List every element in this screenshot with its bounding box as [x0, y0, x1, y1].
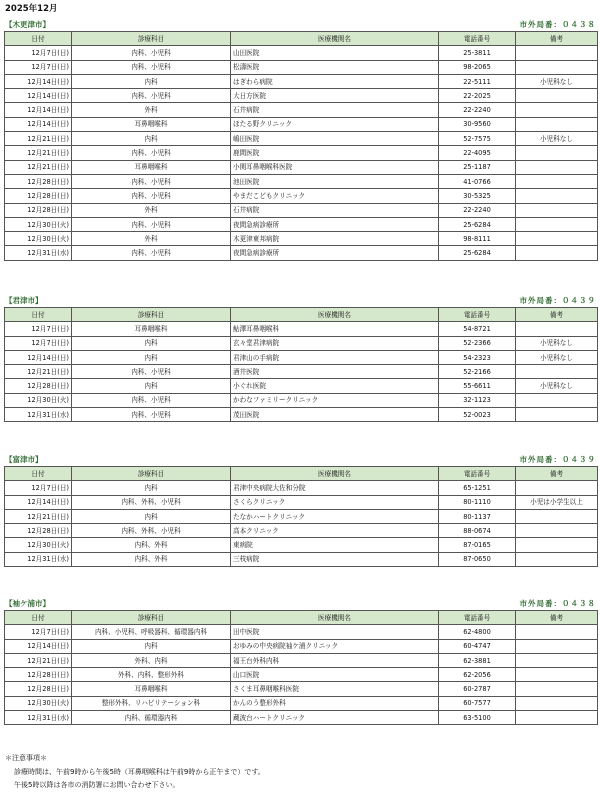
column-header: 医療機関名 — [231, 32, 439, 46]
column-header: 診療科目 — [72, 32, 231, 46]
table-cell: 60-2787 — [439, 682, 516, 696]
table-cell: 88-0674 — [439, 524, 516, 538]
table-cell — [516, 408, 598, 422]
column-header: 備考 — [516, 611, 598, 625]
table-cell: 22-2025 — [439, 89, 516, 103]
column-header: 電話番号 — [439, 32, 516, 46]
table-cell: 25-1187 — [439, 160, 516, 174]
table-cell: 小児科なし — [516, 132, 598, 146]
table-cell: 内科、小児科 — [72, 365, 231, 379]
table-cell: 12月28日(日) — [5, 174, 72, 188]
table-row — [5, 232, 598, 246]
table-cell: 内科 — [72, 481, 231, 495]
table-cell: 小児科なし — [516, 74, 598, 88]
table-cell — [516, 160, 598, 174]
table-cell — [516, 117, 598, 131]
table-cell — [516, 217, 598, 231]
table-cell: 25-3811 — [439, 46, 516, 60]
table-row — [5, 538, 598, 552]
table-cell — [516, 552, 598, 566]
table-cell — [516, 481, 598, 495]
table-cell: やまだこどもクリニック — [231, 189, 439, 203]
table-cell: 内科 — [72, 74, 231, 88]
table-cell: 内科、小児科 — [72, 46, 231, 60]
table-cell: 12月21日(日) — [5, 509, 72, 523]
table-row — [5, 117, 598, 131]
column-header: 診療科目 — [72, 308, 231, 322]
table-cell: 12月7日(日) — [5, 60, 72, 74]
table-cell: 41-0766 — [439, 174, 516, 188]
table-cell — [516, 203, 598, 217]
table-cell: 福王台外科内科 — [231, 653, 439, 667]
table-row — [5, 246, 598, 260]
table-cell: 12月14日(日) — [5, 117, 72, 131]
table-cell: 内科、外科、小児科 — [72, 524, 231, 538]
table-cell — [516, 393, 598, 407]
table-cell: 60-7577 — [439, 696, 516, 710]
column-header: 日付 — [5, 308, 72, 322]
column-header: 備考 — [516, 32, 598, 46]
table-cell: 12月31日(水) — [5, 246, 72, 260]
column-header: 診療科目 — [72, 611, 231, 625]
table-cell: 耳鼻咽喉科 — [72, 160, 231, 174]
area-code: 市外局番：０４３９ — [519, 455, 596, 464]
table-cell: 内科、小児科 — [72, 89, 231, 103]
table-cell: 内科、循環器内科 — [72, 711, 231, 725]
table-cell — [516, 668, 598, 682]
table-cell: 池田医院 — [231, 174, 439, 188]
table-cell: さくらクリニック — [231, 495, 439, 509]
table-cell: 内科 — [72, 509, 231, 523]
column-header: 電話番号 — [439, 611, 516, 625]
table-cell: 内科 — [72, 639, 231, 653]
table-cell: 55-6611 — [439, 379, 516, 393]
table-cell: 12月30日(火) — [5, 232, 72, 246]
table-cell: 98-2065 — [439, 60, 516, 74]
table-cell: 12月30日(火) — [5, 538, 72, 552]
notes-line: 午後5時以降は各市の消防署にお問い合わせ下さい。 — [14, 781, 180, 789]
table-header-row — [5, 308, 598, 322]
city-name: 【富津市】 — [5, 455, 43, 464]
table-cell — [516, 682, 598, 696]
table-row — [5, 350, 598, 364]
table-cell: 整形外科、リハビリテーション科 — [72, 696, 231, 710]
table-cell: 外科、内科 — [72, 653, 231, 667]
table-cell: 内科、小児科 — [72, 246, 231, 260]
table-row — [5, 495, 598, 509]
table-row — [5, 174, 598, 188]
table-cell: 耳鼻咽喉科 — [72, 322, 231, 336]
table-cell: 87-0165 — [439, 538, 516, 552]
table-cell — [516, 625, 598, 639]
table-cell: 32-1123 — [439, 393, 516, 407]
table-cell: 内科、小児科 — [72, 189, 231, 203]
table-cell: 62-3881 — [439, 653, 516, 667]
table-cell: 12月28日(日) — [5, 668, 72, 682]
table-cell: 25-6284 — [439, 217, 516, 231]
column-header: 医療機関名 — [231, 467, 439, 481]
table-cell: 12月21日(日) — [5, 365, 72, 379]
table-cell: 小関耳鼻咽喉科医院 — [231, 160, 439, 174]
table-cell: 12月21日(日) — [5, 160, 72, 174]
table-cell — [516, 232, 598, 246]
table-cell: 22-2240 — [439, 103, 516, 117]
table-row — [5, 379, 598, 393]
table-cell: はぎわら病院 — [231, 74, 439, 88]
table-row — [5, 509, 598, 523]
column-header: 電話番号 — [439, 467, 516, 481]
table-row — [5, 552, 598, 566]
city-header — [4, 294, 597, 307]
city-section — [4, 18, 597, 261]
table-cell: 小児科なし — [516, 336, 598, 350]
table-cell: 大日方医院 — [231, 89, 439, 103]
city-section — [4, 597, 597, 725]
table-cell: たなかハートクリニック — [231, 509, 439, 523]
table-cell — [516, 524, 598, 538]
city-header — [4, 18, 597, 31]
city-name: 【君津市】 — [5, 296, 43, 305]
column-header: 日付 — [5, 32, 72, 46]
column-header: 備考 — [516, 308, 598, 322]
table-cell: 外科 — [72, 103, 231, 117]
table-cell — [516, 60, 598, 74]
table-cell: 小児は小学生以上 — [516, 495, 598, 509]
column-header: 医療機関名 — [231, 308, 439, 322]
table-cell: かんのう整形外科 — [231, 696, 439, 710]
table-cell: 外科 — [72, 232, 231, 246]
table-cell: 12月14日(日) — [5, 74, 72, 88]
table-cell: 茂田医院 — [231, 408, 439, 422]
table-row — [5, 74, 598, 88]
table-cell: 夜間急病診療所 — [231, 246, 439, 260]
schedule-table — [4, 610, 598, 725]
column-header: 備考 — [516, 467, 598, 481]
table-cell: 52-2366 — [439, 336, 516, 350]
schedule-table — [4, 466, 598, 567]
table-cell: 60-4747 — [439, 639, 516, 653]
table-cell: 65-1251 — [439, 481, 516, 495]
table-cell: 内科、小児科 — [72, 60, 231, 74]
table-cell: 62-4800 — [439, 625, 516, 639]
table-cell — [516, 653, 598, 667]
table-cell: 石井病院 — [231, 103, 439, 117]
area-code: 市外局番：０４３８ — [519, 20, 596, 29]
schedule-table — [4, 31, 598, 261]
table-cell: 12月14日(日) — [5, 350, 72, 364]
city-header — [4, 597, 597, 610]
table-cell: 内科 — [72, 132, 231, 146]
table-cell — [516, 711, 598, 725]
table-cell: 80-1110 — [439, 495, 516, 509]
table-cell: 嶋田医院 — [231, 132, 439, 146]
column-header: 電話番号 — [439, 308, 516, 322]
table-row — [5, 393, 598, 407]
table-cell: 玄々堂君津病院 — [231, 336, 439, 350]
table-cell: 30-9560 — [439, 117, 516, 131]
table-cell — [516, 189, 598, 203]
area-code: 市外局番：０４３９ — [519, 296, 596, 305]
notes-heading: ＊注意事項＊ — [5, 754, 47, 762]
table-cell: 内科、外科、小児科 — [72, 495, 231, 509]
table-cell — [516, 103, 598, 117]
column-header: 診療科目 — [72, 467, 231, 481]
table-cell: 12月28日(日) — [5, 189, 72, 203]
table-cell: 小児科なし — [516, 350, 598, 364]
table-cell: 12月30日(火) — [5, 393, 72, 407]
table-cell — [516, 639, 598, 653]
table-row — [5, 146, 598, 160]
table-cell: おゆみの中央病院袖ケ浦クリニック — [231, 639, 439, 653]
table-cell: 蔵波台ハートクリニック — [231, 711, 439, 725]
table-cell: 東病院 — [231, 538, 439, 552]
table-cell: 12月7日(日) — [5, 481, 72, 495]
table-row — [5, 322, 598, 336]
table-row — [5, 103, 598, 117]
table-cell: 52-0023 — [439, 408, 516, 422]
table-cell: 12月28日(日) — [5, 203, 72, 217]
table-cell: 12月7日(日) — [5, 46, 72, 60]
table-cell: 君津山の手病院 — [231, 350, 439, 364]
table-cell: 君津中央病院大佐和分院 — [231, 481, 439, 495]
table-cell: 80-1137 — [439, 509, 516, 523]
column-header: 医療機関名 — [231, 611, 439, 625]
table-row — [5, 481, 598, 495]
table-cell: 石井病院 — [231, 203, 439, 217]
table-cell: 高本クリニック — [231, 524, 439, 538]
table-cell: 外科、内科、整形外科 — [72, 668, 231, 682]
schedule-table — [4, 307, 598, 422]
table-row — [5, 625, 598, 639]
table-row — [5, 336, 598, 350]
city-header — [4, 453, 597, 466]
table-row — [5, 46, 598, 60]
table-row — [5, 668, 598, 682]
table-row — [5, 60, 598, 74]
table-cell: 耳鼻咽喉科 — [72, 682, 231, 696]
table-row — [5, 132, 598, 146]
table-row — [5, 408, 598, 422]
city-name: 【木更津市】 — [5, 20, 50, 29]
table-cell: 三枝病院 — [231, 552, 439, 566]
table-row — [5, 189, 598, 203]
city-section — [4, 453, 597, 567]
table-cell: 54-8721 — [439, 322, 516, 336]
table-cell: 内科 — [72, 379, 231, 393]
table-cell: 22-2240 — [439, 203, 516, 217]
table-cell: 54-2323 — [439, 350, 516, 364]
column-header: 日付 — [5, 467, 72, 481]
table-cell — [516, 89, 598, 103]
table-cell: 内科、外科 — [72, 552, 231, 566]
table-cell — [516, 696, 598, 710]
table-cell: 12月28日(日) — [5, 524, 72, 538]
city-section — [4, 294, 597, 422]
page-title: 2025年12月 — [5, 4, 58, 14]
table-row — [5, 203, 598, 217]
table-cell: 12月14日(日) — [5, 495, 72, 509]
table-cell — [516, 509, 598, 523]
table-cell: 12月14日(日) — [5, 639, 72, 653]
table-cell: 鹿間医院 — [231, 146, 439, 160]
table-cell: 木更津東邦病院 — [231, 232, 439, 246]
table-cell: 内科、小児科 — [72, 393, 231, 407]
table-cell: 12月31日(水) — [5, 408, 72, 422]
table-cell: 12月30日(火) — [5, 217, 72, 231]
table-cell: 小ぐれ医院 — [231, 379, 439, 393]
table-cell: 内科、小児科 — [72, 174, 231, 188]
table-cell: 12月21日(日) — [5, 132, 72, 146]
column-header: 日付 — [5, 611, 72, 625]
table-cell: 内科、小児科 — [72, 408, 231, 422]
table-row — [5, 160, 598, 174]
table-cell: 外科 — [72, 203, 231, 217]
table-header-row — [5, 467, 598, 481]
table-row — [5, 653, 598, 667]
table-cell: ほたる野クリニック — [231, 117, 439, 131]
table-cell: 松濤医院 — [231, 60, 439, 74]
table-cell: 12月31日(水) — [5, 711, 72, 725]
table-cell — [516, 174, 598, 188]
table-row — [5, 524, 598, 538]
table-row — [5, 696, 598, 710]
table-cell: 12月7日(日) — [5, 625, 72, 639]
table-row — [5, 365, 598, 379]
table-cell: さくま耳鼻咽喉科医院 — [231, 682, 439, 696]
table-cell: 内科 — [72, 350, 231, 364]
table-cell: 30-5325 — [439, 189, 516, 203]
table-cell: 山口医院 — [231, 668, 439, 682]
table-cell: 内科、小児科、呼吸器科、循環器内科 — [72, 625, 231, 639]
notes — [5, 752, 265, 793]
table-row — [5, 89, 598, 103]
table-cell: 12月14日(日) — [5, 103, 72, 117]
table-cell: 耳鼻咽喉科 — [72, 117, 231, 131]
table-cell: 22-4095 — [439, 146, 516, 160]
table-cell: 山田医院 — [231, 46, 439, 60]
table-cell: 98-8111 — [439, 232, 516, 246]
table-row — [5, 639, 598, 653]
table-cell: 25-6284 — [439, 246, 516, 260]
city-name: 【袖ケ浦市】 — [5, 599, 50, 608]
table-cell: 62-2056 — [439, 668, 516, 682]
table-cell: 夜間急病診療所 — [231, 217, 439, 231]
table-cell — [516, 46, 598, 60]
table-cell: 12月30日(火) — [5, 696, 72, 710]
table-cell: 52-7575 — [439, 132, 516, 146]
table-cell — [516, 365, 598, 379]
table-cell: 12月21日(日) — [5, 653, 72, 667]
table-cell: 22-5111 — [439, 74, 516, 88]
table-cell — [516, 246, 598, 260]
table-cell: 内科、外科 — [72, 538, 231, 552]
table-cell: 12月14日(日) — [5, 89, 72, 103]
table-cell: 田中医院 — [231, 625, 439, 639]
table-cell: 12月28日(日) — [5, 379, 72, 393]
table-header-row — [5, 611, 598, 625]
notes-line: 診療時間は、午前9時から午後5時（耳鼻咽喉科は午前9時から正午まで）です。 — [14, 767, 265, 776]
table-cell — [516, 322, 598, 336]
table-cell: 鮎澤耳鼻咽喉科 — [231, 322, 439, 336]
table-cell — [516, 538, 598, 552]
table-cell: 12月7日(日) — [5, 336, 72, 350]
table-cell: 内科、小児科 — [72, 146, 231, 160]
table-cell: 12月31日(水) — [5, 552, 72, 566]
table-cell: 12月7日(日) — [5, 322, 72, 336]
table-header-row — [5, 32, 598, 46]
table-cell: 52-2166 — [439, 365, 516, 379]
table-cell: 小児科なし — [516, 379, 598, 393]
table-cell: 12月21日(日) — [5, 146, 72, 160]
table-cell: 63-5100 — [439, 711, 516, 725]
area-code: 市外局番：０４３８ — [519, 599, 596, 608]
table-cell: 12月28日(日) — [5, 682, 72, 696]
table-row — [5, 217, 598, 231]
table-cell: かわなファミリークリニック — [231, 393, 439, 407]
table-row — [5, 682, 598, 696]
table-cell: 内科、小児科 — [72, 217, 231, 231]
table-row — [5, 711, 598, 725]
table-cell: 酒井医院 — [231, 365, 439, 379]
table-cell — [516, 146, 598, 160]
table-cell: 内科 — [72, 336, 231, 350]
table-cell: 87-0650 — [439, 552, 516, 566]
